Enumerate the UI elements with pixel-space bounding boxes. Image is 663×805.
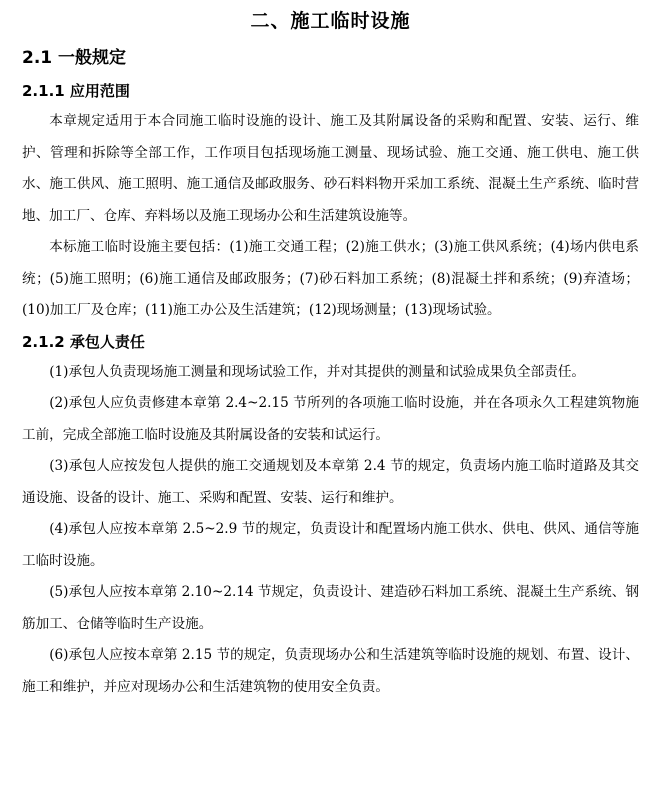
- paragraph-responsibility-6: (6)承包人应按本章第 2.15 节的规定，负责现场办公和生活建筑等临时设施的规划、布置、设计、施工和维护，并应对现场办公和生活建筑物的使用安全负责。: [22, 647, 639, 695]
- paragraph-responsibility-4: (4)承包人应按本章第 2.5~2.9 节的规定，负责设计和配置场内施工供水、供电、供风、通信等施工临时设施。: [22, 521, 639, 569]
- chapter-title: 二、施工临时设施: [250, 10, 411, 32]
- paragraph-responsibility-2: (2)承包人应负责修建本章第 2.4~2.15 节所列的各项施工临时设施，并在各项永久工程建筑物施工前，完成全部施工临时设施及其附属设备的安装和试运行。: [22, 395, 639, 443]
- paragraph-responsibility-1: (1)承包人负责现场施工测量和现场试验工作，并对其提供的测量和试验成果负全部责任。: [49, 363, 586, 380]
- subsection-heading-scope: 2.1.1 应用范围: [22, 82, 130, 100]
- paragraph-scope-2: 本标施工临时设施主要包括：(1)施工交通工程；(2)施工供水；(3)施工供风系统；(4)场内供电系统；(5)施工照明；(6)施工通信及邮政服务；(7)砂石料加工系统；(8)混凝土拌和系统；(9)弃渣场； (10)加工厂及仓库；(11)施工办公及生活建筑；(12)现场测量；(13)现场试验。: [22, 239, 639, 318]
- paragraph-responsibility-5: (5)承包人应按本章第 2.10~2.14 节规定，负责设计、建造砂石料加工系统、混凝土生产系统、钢筋加工、仓储等临时生产设施。: [22, 584, 639, 632]
- subsection-heading-responsibility: 2.1.2 承包人责任: [22, 332, 145, 351]
- section-heading: 2.1 一般规定: [22, 48, 127, 68]
- paragraph-responsibility-3: (3)承包人应按发包人提供的施工交通规划及本章第 2.4 节的规定，负责场内施工临时道路及其交通设施、设备的设计、施工、采购和配置、安装、运行和维护。: [22, 458, 639, 506]
- paragraph-scope-1: 本章规定适用于本合同施工临时设施的设计、施工及其附属设备的采购和配置、安装、运行、维护、管理和拆除等全部工作，工作项目包括现场施工测量、现场试验、施工交通、施工供电、施工供水、施工供风、施工照明、施工通信及邮政服务、砂石料料物开采加工系统、混凝土生产系统、临时营地、加工厂、仓库、弃料场以及施工现场办公和生活建筑设施等。: [22, 113, 639, 224]
